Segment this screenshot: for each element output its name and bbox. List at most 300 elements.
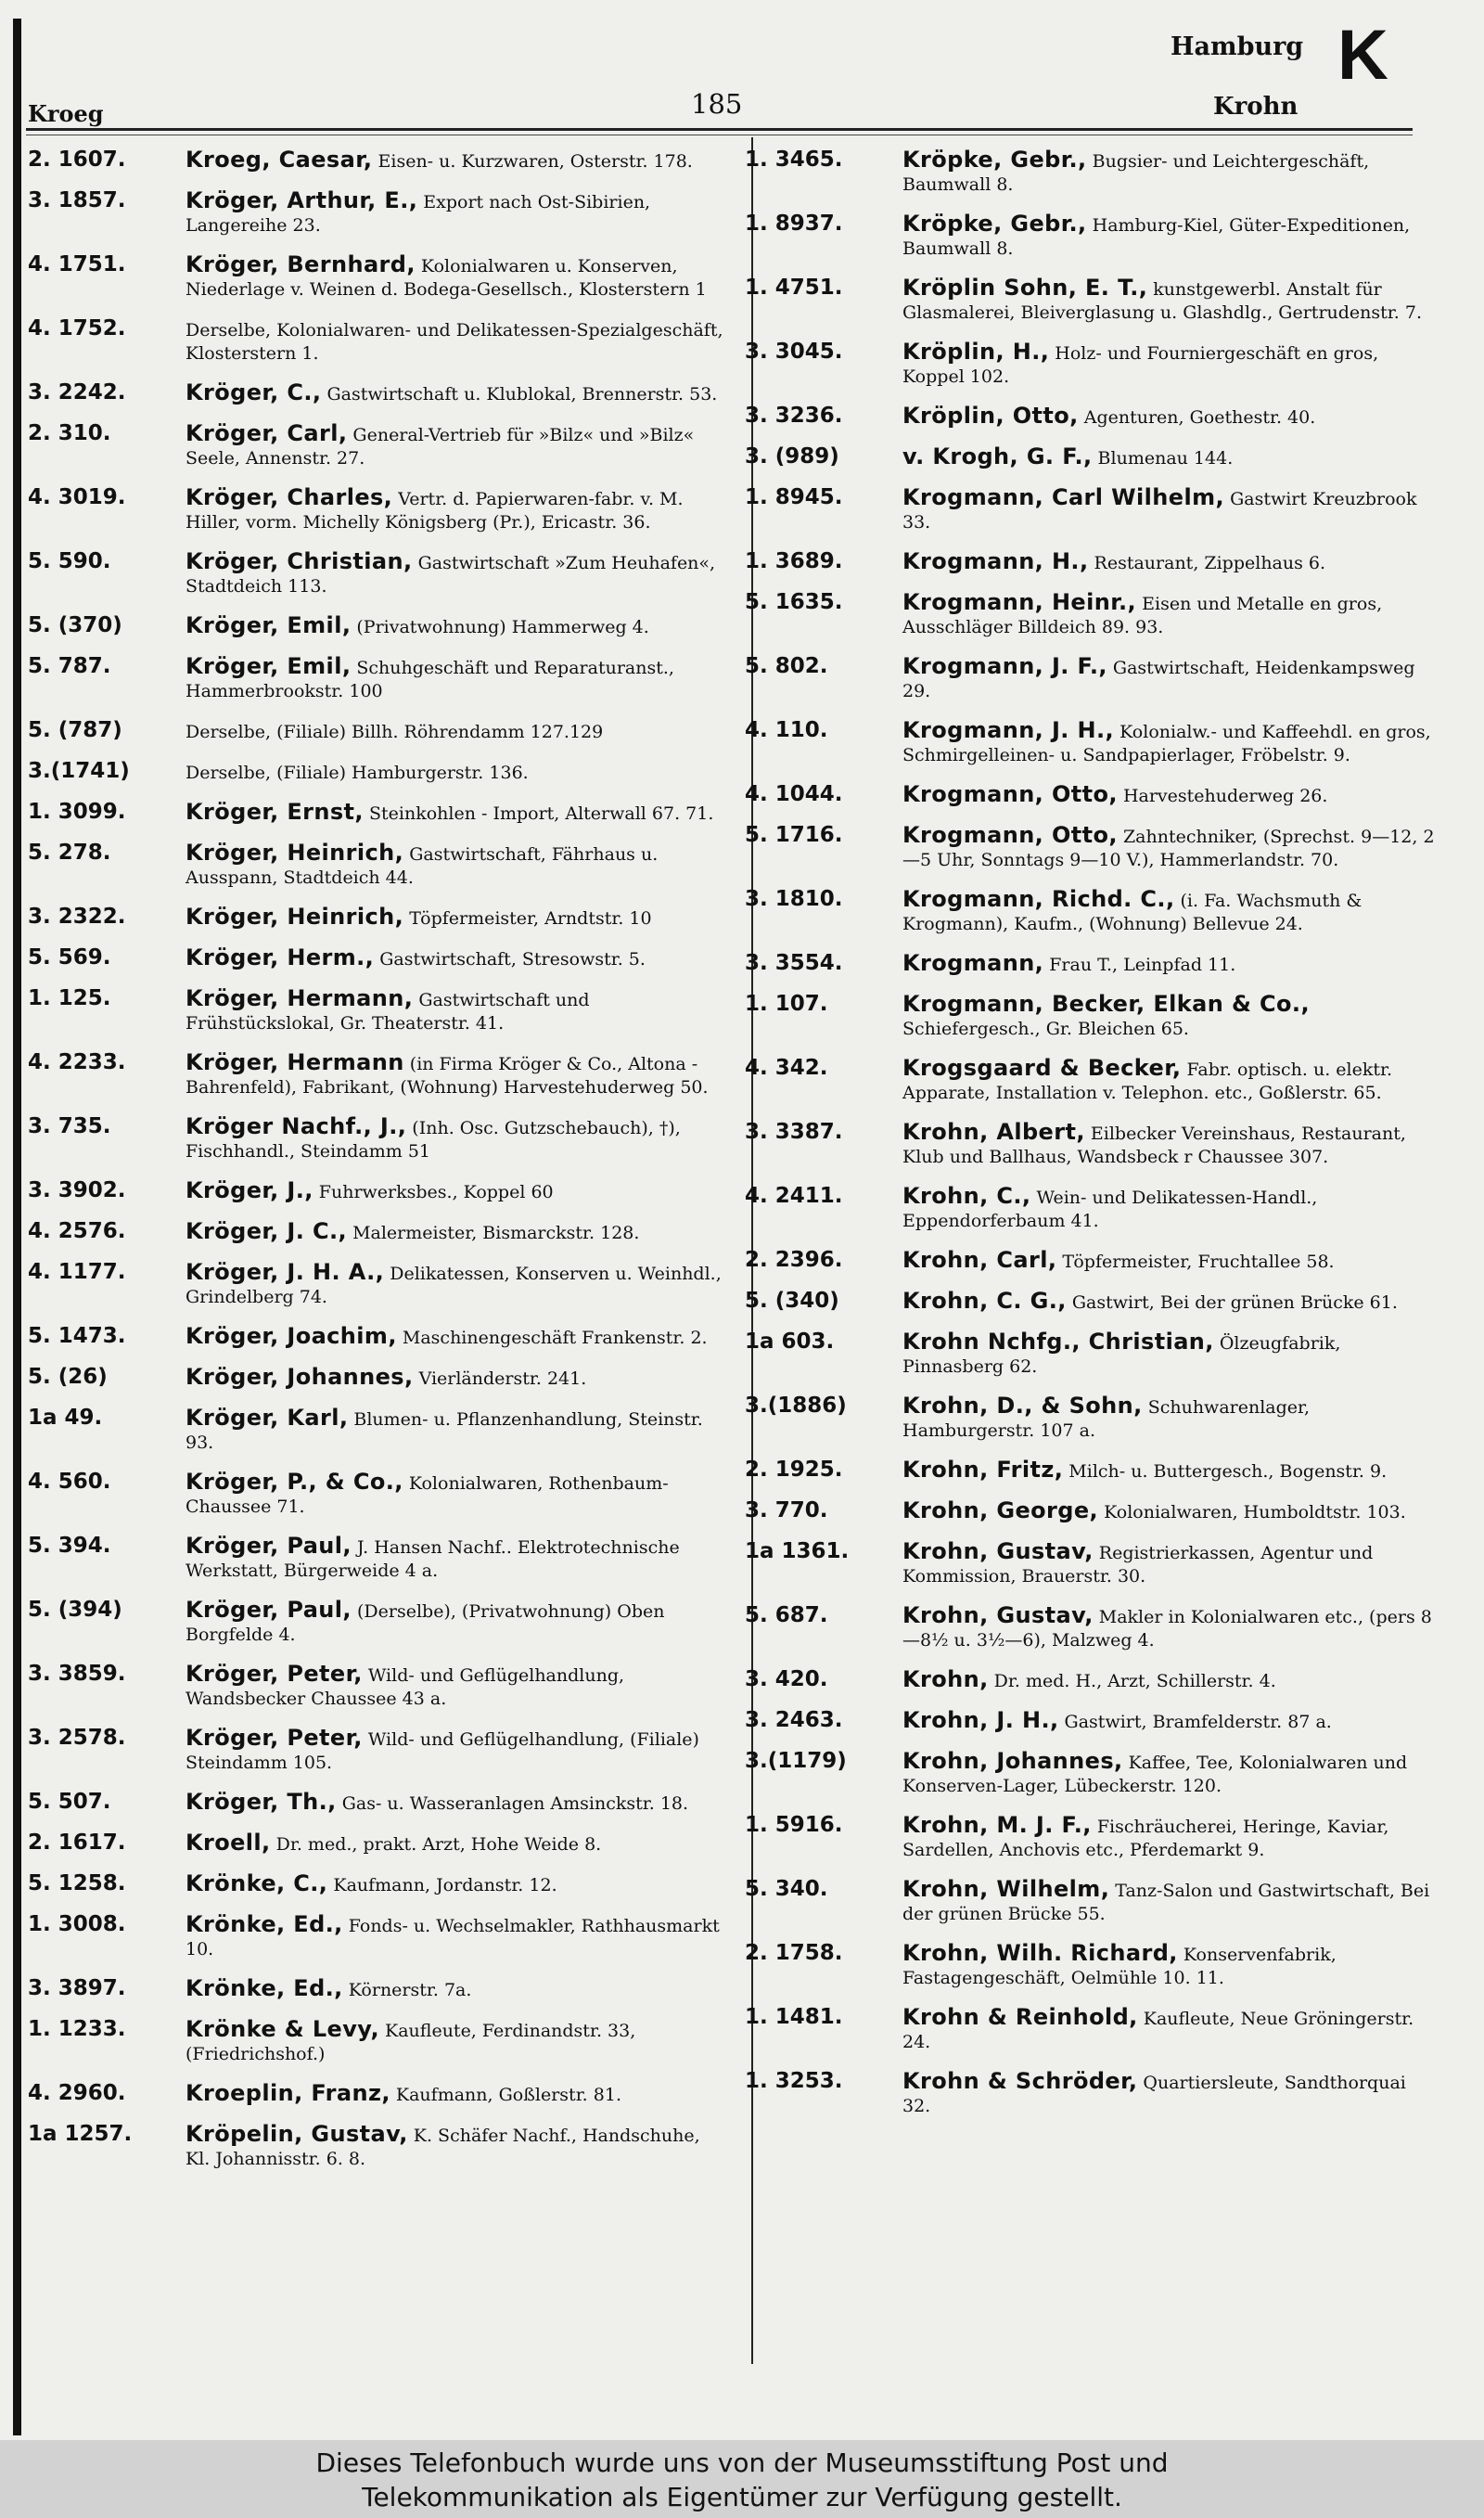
phone-number: 1. 3465. xyxy=(745,148,843,172)
subscriber-detail: Derselbe, (Filiale) Hamburgerstr. 136. xyxy=(186,763,529,783)
subscriber-detail: Gastwirt, Bei der grünen Brücke 61. xyxy=(1071,1292,1398,1313)
subscriber-detail: Milch- u. Buttergesch., Bogenstr. 9. xyxy=(1068,1461,1388,1482)
directory-entry xyxy=(28,1599,723,1647)
subscriber-name: Kröger, Paul, xyxy=(186,1533,352,1559)
subscriber-name: Kröger, Johannes, xyxy=(186,1364,414,1390)
directory-entry xyxy=(745,1709,1436,1734)
directory-entry xyxy=(745,340,1436,389)
subscriber-detail: Wild- und Geflügelhandlung, Wandsbecker Chaussee 43 a. xyxy=(186,1665,625,1709)
phone-number: 3. 3045. xyxy=(745,340,843,364)
directory-entry xyxy=(745,783,1436,808)
subscriber-name: Kröpke, Gebr., xyxy=(902,211,1087,237)
directory-entry xyxy=(28,1535,723,1583)
phone-number: 3. 2463. xyxy=(745,1708,843,1732)
phone-number: 5. 1635. xyxy=(745,590,843,614)
subscriber-detail: Blumen- u. Pflanzenhandlung, Steinstr. 93. xyxy=(186,1409,703,1453)
subscriber-name: Krogmann, H., xyxy=(902,548,1089,574)
phone-number: 1. 3689. xyxy=(745,549,843,573)
directory-entry xyxy=(745,405,1436,430)
phone-number: 3. 770. xyxy=(745,1498,828,1522)
subscriber-detail: Gastwirtschaft und Frühstückslokal, Gr. Theaterstr. 41. xyxy=(186,990,590,1034)
phone-number: 1. 107. xyxy=(745,992,828,1016)
directory-entry xyxy=(745,276,1436,325)
phone-number: 5. 569. xyxy=(28,945,111,970)
footer-line-2: Telekommunikation als Eigentümer zur Verfügung gestellt. xyxy=(362,2482,1122,2512)
subscriber-detail: Schuhgeschäft und Reparaturanst., Hammerbrookstr. 100 xyxy=(186,658,674,701)
phone-number: 3. 3897. xyxy=(28,1976,126,2000)
subscriber-detail: Kolonialwaren u. Konserven, Niederlage v. Weinen d. Bodega-Gesellsch., Klosterstern 1 xyxy=(186,256,707,300)
subscriber-name: Kröger, Peter, xyxy=(186,1725,363,1751)
directory-entry xyxy=(745,591,1436,639)
subscriber-name: Kroeg, Caesar, xyxy=(186,147,373,173)
directory-entry xyxy=(745,1668,1436,1693)
phone-number: 3. 420. xyxy=(745,1667,828,1691)
subscriber-name: Kröger, C., xyxy=(186,379,322,405)
subscriber-detail: Quartiersleute, Sandthorquai 32. xyxy=(902,2073,1406,2116)
phone-number: 3. 3236. xyxy=(745,404,843,428)
directory-entry xyxy=(28,1179,723,1204)
subscriber-name: Krohn, D., & Sohn, xyxy=(902,1393,1143,1419)
subscriber-name: Kröger, Emil, xyxy=(186,653,352,679)
subscriber-detail: Tanz-Salon und Gastwirtschaft, Bei der grünen Brücke 55. xyxy=(902,1881,1430,1924)
directory-entry xyxy=(745,993,1436,1041)
phone-number: 4. 3019. xyxy=(28,485,126,509)
directory-entry xyxy=(28,486,723,534)
directory-entry xyxy=(28,655,723,703)
subscriber-name: v. Krogh, G. F., xyxy=(902,443,1093,469)
directory-entry xyxy=(745,1540,1436,1588)
subscriber-detail: Kaufmann, Jordanstr. 12. xyxy=(333,1875,557,1895)
directory-entry xyxy=(745,1290,1436,1315)
phone-number: 5. 394. xyxy=(28,1534,111,1558)
subscriber-detail: Gastwirt Kreuzbrook 33. xyxy=(902,489,1417,533)
subscriber-name: Krohn, Gustav, xyxy=(902,1538,1094,1564)
running-head-right: Krohn xyxy=(1213,93,1298,121)
directory-entry xyxy=(745,888,1436,936)
phone-number: 2. 1617. xyxy=(28,1831,126,1855)
subscriber-detail: Konservenfabrik, Fastagengeschäft, Oelmühle 10. 11. xyxy=(902,1945,1337,1988)
subscriber-name: Krohn & Reinhold, xyxy=(902,2004,1138,2030)
directory-entry xyxy=(745,1750,1436,1798)
phone-number: 3. 1810. xyxy=(745,887,843,911)
subscriber-detail: Gastwirt, Bramfelderstr. 87 a. xyxy=(1064,1712,1332,1732)
directory-entry xyxy=(28,906,723,931)
header-rule xyxy=(26,128,1413,131)
subscriber-detail: Vertr. d. Papierwaren-fabr. v. M. Hiller, vorm. Michelly Königsberg (Pr.), Ericastr. 36. xyxy=(186,489,684,533)
directory-entry xyxy=(28,381,723,406)
left-column xyxy=(28,148,723,2187)
directory-entry xyxy=(28,1913,723,1961)
directory-entry xyxy=(28,1115,723,1163)
subscriber-detail: Makler in Kolonialwaren etc., (pers 8—8½ u. 3½—6), Malzweg 4. xyxy=(902,1607,1432,1651)
directory-entry xyxy=(28,1366,723,1391)
directory-entry xyxy=(745,445,1436,470)
subscriber-detail: Gastwirtschaft »Zum Heuhafen«, Stadtdeich 113. xyxy=(186,553,716,597)
subscriber-detail: Derselbe, Kolonialwaren- und Delikatessen-Spezialgeschäft, Klosterstern 1. xyxy=(186,320,723,364)
subscriber-detail: Wein- und Delikatessen-Handl., Eppendorferbaum 41. xyxy=(902,1188,1318,1231)
phone-number: 3. 2578. xyxy=(28,1726,126,1750)
subscriber-detail: Agenturen, Goethestr. 40. xyxy=(1083,407,1316,428)
directory-entry xyxy=(28,1407,723,1455)
directory-entry xyxy=(28,1831,723,1856)
phone-number: 5. (370) xyxy=(28,613,122,637)
phone-number: 1. 5916. xyxy=(745,1813,843,1837)
phone-number: 4. 1044. xyxy=(745,782,843,806)
phone-number: 3. 2242. xyxy=(28,380,126,405)
subscriber-detail: Schuhwarenlager, Hamburgerstr. 107 a. xyxy=(902,1397,1311,1441)
subscriber-name: Krohn Nchfg., Christian, xyxy=(902,1329,1214,1355)
subscriber-name: Kröger, Herm., xyxy=(186,944,375,970)
directory-entry xyxy=(745,1458,1436,1484)
phone-number: 3. 3554. xyxy=(745,951,843,975)
directory-entry xyxy=(28,1727,723,1775)
running-head-left: Kroeg xyxy=(28,100,104,127)
phone-number: 1a 1361. xyxy=(745,1539,850,1563)
directory-entry xyxy=(28,1663,723,1711)
subscriber-detail: Holz- und Fourniergeschäft en gros, Koppel 102. xyxy=(902,343,1379,387)
subscriber-name: Krönke, Ed., xyxy=(186,1911,343,1937)
subscriber-name: Kröger, J., xyxy=(186,1177,313,1203)
subscriber-name: Kröger, Carl, xyxy=(186,420,348,446)
directory-entry xyxy=(28,760,723,785)
directory-entry xyxy=(745,486,1436,534)
phone-number: 1a 49. xyxy=(28,1406,103,1430)
subscriber-detail: Kaffee, Tee, Kolonialwaren und Konserven-Lager, Lübeckerstr. 120. xyxy=(902,1753,1408,1796)
phone-number: 2. 1758. xyxy=(745,1941,843,1965)
subscriber-name: Krohn, George, xyxy=(902,1497,1099,1523)
subscriber-name: Krohn, C., xyxy=(902,1183,1031,1209)
subscriber-detail: (in Firma Kröger & Co., Altona - Bahrenfeld), Fabrikant, (Wohnung) Harvestehuderweg 50. xyxy=(186,1054,709,1098)
subscriber-detail: Zahntechniker, (Sprechst. 9—12, 2—5 Uhr, Sonntags 9—10 V.), Hammerlandstr. 70. xyxy=(902,827,1435,870)
subscriber-detail: Malermeister, Bismarckstr. 128. xyxy=(352,1223,640,1243)
phone-number: 3. 3902. xyxy=(28,1178,126,1202)
phone-number: 4. 2960. xyxy=(28,2081,126,2105)
phone-number: 4. 560. xyxy=(28,1470,111,1494)
subscriber-detail: Eisen und Metalle en gros, Ausschläger Billdeich 89. 93. xyxy=(902,594,1383,637)
phone-number: 1a 1257. xyxy=(28,2122,133,2146)
subscriber-name: Kröger, Paul, xyxy=(186,1597,352,1623)
subscriber-detail: Gastwirtschaft, Heidenkampsweg 29. xyxy=(902,658,1415,701)
directory-entry xyxy=(745,1499,1436,1524)
subscriber-detail: Blumenau 144. xyxy=(1097,448,1234,469)
directory-entry xyxy=(745,1942,1436,1990)
subscriber-name: Kröger, Ernst, xyxy=(186,799,364,825)
subscriber-detail: Kaufmann, Goßlerstr. 81. xyxy=(395,2085,621,2105)
subscriber-detail: Kolonialw.- und Kaffeehdl. en gros, Schmirgelleinen- u. Sandpapierlager, Fröbelstr. 9. xyxy=(902,722,1431,765)
phone-number: 5. (26) xyxy=(28,1365,108,1389)
phone-number: 5. 1716. xyxy=(745,823,843,847)
directory-entry xyxy=(28,1051,723,1099)
subscriber-name: Krönke, Ed., xyxy=(186,1975,343,2001)
phone-number: 3. 3859. xyxy=(28,1662,126,1686)
phone-number: 1a 603. xyxy=(745,1330,835,1354)
directory-entry xyxy=(28,1471,723,1519)
directory-entry xyxy=(745,148,1436,197)
subscriber-name: Krohn, Albert, xyxy=(902,1119,1085,1145)
subscriber-name: Kröger, J. C., xyxy=(186,1218,348,1244)
subscriber-name: Krogmann, Otto, xyxy=(902,781,1118,807)
subscriber-name: Kröger, Christian, xyxy=(186,548,413,574)
directory-entry xyxy=(745,1604,1436,1652)
phone-number: 3. 735. xyxy=(28,1114,111,1138)
subscriber-name: Krogsgaard & Becker, xyxy=(902,1055,1182,1081)
subscriber-detail: Gastwirtschaft u. Klublokal, Brennerstr. 53. xyxy=(326,384,718,405)
subscriber-detail: Restaurant, Zippelhaus 6. xyxy=(1094,553,1326,573)
subscriber-name: Kröger, P., & Co., xyxy=(186,1469,403,1495)
phone-number: 3. 2322. xyxy=(28,905,126,929)
phone-number: 5. 687. xyxy=(745,1603,828,1627)
subscriber-name: Kröger, Emil, xyxy=(186,612,352,638)
subscriber-name: Kröplin, H., xyxy=(902,339,1050,365)
page-number: 185 xyxy=(691,88,743,120)
phone-number: 1. 1481. xyxy=(745,2005,843,2029)
subscriber-name: Krohn, C. G., xyxy=(902,1288,1067,1314)
subscriber-detail: Eisen- u. Kurzwaren, Osterstr. 178. xyxy=(377,151,693,172)
directory-entry xyxy=(28,614,723,639)
subscriber-detail: Kolonialwaren, Rothenbaum-Chaussee 71. xyxy=(186,1473,669,1517)
subscriber-name: Krogmann, Richd. C., xyxy=(902,886,1175,912)
page-edge-bar xyxy=(13,19,21,2435)
subscriber-detail: kunstgewerbl. Anstalt für Glasmalerei, Bleiverglasung u. Glashdlg., Gertrudenstr. 7. xyxy=(902,279,1422,323)
phone-number: 4. 1177. xyxy=(28,1260,126,1284)
directory-entry xyxy=(745,1249,1436,1274)
subscriber-detail: (Inh. Osc. Gutzschebauch), †), Fischhandl., Steindamm 51 xyxy=(186,1118,681,1162)
subscriber-detail: Steinkohlen - Import, Alterwall 67. 71. xyxy=(369,803,714,824)
subscriber-name: Krohn, M. J. F., xyxy=(902,1812,1092,1838)
subscriber-detail: Registrierkassen, Agentur und Kommission, Brauerstr. 30. xyxy=(902,1543,1374,1587)
subscriber-name: Krohn, Wilhelm, xyxy=(902,1876,1110,1902)
subscriber-name: Krogmann, Becker, Elkan & Co., xyxy=(902,991,1310,1017)
phone-number: 3.(1741) xyxy=(28,759,130,783)
phone-number: 5. 802. xyxy=(745,654,828,678)
directory-entry xyxy=(745,1185,1436,1233)
directory-entry xyxy=(28,253,723,302)
subscriber-name: Krohn, xyxy=(902,1666,989,1692)
directory-entry xyxy=(28,1325,723,1350)
directory-entry xyxy=(28,987,723,1035)
subscriber-detail: Fonds- u. Wechselmakler, Rathhausmarkt 10. xyxy=(186,1916,720,1959)
subscriber-name: Kröger Nachf., J., xyxy=(186,1113,407,1139)
directory-entry xyxy=(745,1814,1436,1862)
subscriber-name: Kröger, Heinrich, xyxy=(186,840,404,866)
subscriber-detail: Vierländerstr. 241. xyxy=(418,1368,587,1389)
directory-entry xyxy=(745,1394,1436,1443)
footer-notice xyxy=(0,2440,1484,2518)
phone-number: 3. 3387. xyxy=(745,1120,843,1144)
subscriber-name: Kröger, Hermann xyxy=(186,1049,404,1075)
subscriber-name: Kröger, Bernhard, xyxy=(186,251,416,277)
phone-number: 5. (787) xyxy=(28,718,122,742)
phone-number: 3. 1857. xyxy=(28,188,126,212)
directory-entry xyxy=(28,2018,723,2066)
directory-entry xyxy=(28,1791,723,1816)
phone-number: 1. 4751. xyxy=(745,276,843,300)
subscriber-name: Kröger, Arthur, E., xyxy=(186,187,418,213)
subscriber-name: Krogmann, J. H., xyxy=(902,717,1115,743)
subscriber-detail: Kolonialwaren, Humboldtstr. 103. xyxy=(1104,1502,1406,1522)
directory-entry xyxy=(28,148,723,173)
directory-entry xyxy=(28,1261,723,1309)
subscriber-name: Krohn, Johannes, xyxy=(902,1748,1123,1774)
subscriber-detail: Fischräucherei, Heringe, Kaviar, Sardellen, Anchovis etc., Pferdemarkt 9. xyxy=(902,1817,1389,1860)
directory-entry xyxy=(745,2006,1436,2054)
directory-entry xyxy=(745,1057,1436,1105)
section-letter: K xyxy=(1337,16,1388,95)
directory-entry xyxy=(28,1220,723,1245)
subscriber-detail: Delikatessen, Konserven u. Weinhdl., Grindelberg 74. xyxy=(186,1264,722,1307)
phone-number: 5. 787. xyxy=(28,654,111,678)
subscriber-name: Krohn, Fritz, xyxy=(902,1457,1064,1483)
subscriber-detail: Körnerstr. 7a. xyxy=(348,1980,472,2000)
subscriber-name: Krogmann, Heinr., xyxy=(902,589,1137,615)
subscriber-name: Krogmann, xyxy=(902,950,1044,976)
subscriber-name: Kröger, Karl, xyxy=(186,1405,349,1431)
subscriber-name: Kröger, Peter, xyxy=(186,1661,363,1687)
phone-number: 1. 125. xyxy=(28,986,111,1010)
directory-entry xyxy=(745,1330,1436,1379)
directory-entry xyxy=(28,550,723,598)
subscriber-name: Kröger, Heinrich, xyxy=(186,904,404,930)
directory-entry xyxy=(28,2123,723,2171)
directory-entry xyxy=(28,317,723,366)
phone-number: 2. 310. xyxy=(28,421,111,445)
subscriber-detail: Maschinengeschäft Frankenstr. 2. xyxy=(402,1328,708,1348)
subscriber-detail: General-Vertrieb für »Bilz« und »Bilz« Seele, Annenstr. 27. xyxy=(186,425,695,469)
subscriber-detail: Export nach Ost-Sibirien, Langereihe 23. xyxy=(186,192,651,236)
subscriber-detail: (Privatwohnung) Hammerweg 4. xyxy=(356,617,649,637)
phone-number: 5. 278. xyxy=(28,841,111,865)
directory-entry xyxy=(28,841,723,890)
phone-number: 4. 1751. xyxy=(28,252,126,276)
directory-entry xyxy=(28,1977,723,2002)
right-column xyxy=(745,148,1436,2134)
subscriber-detail: Kaufleute, Ferdinandstr. 33, (Friedrichshof.) xyxy=(186,2021,636,2064)
directory-entry xyxy=(745,719,1436,767)
phone-number: 5. (394) xyxy=(28,1598,122,1622)
subscriber-name: Krogmann, Carl Wilhelm, xyxy=(902,484,1225,510)
subscriber-name: Kröger, Th., xyxy=(186,1789,337,1815)
subscriber-detail: Ölzeugfabrik, Pinnasberg 62. xyxy=(902,1333,1341,1377)
phone-number: 4. 2576. xyxy=(28,1219,126,1243)
subscriber-detail: K. Schäfer Nachf., Handschuhe, Kl. Johannisstr. 6. 8. xyxy=(186,2126,700,2169)
directory-entry xyxy=(28,719,723,744)
subscriber-detail: Schiefergesch., Gr. Bleichen 65. xyxy=(902,1019,1189,1039)
phone-number: 4. 2411. xyxy=(745,1184,843,1208)
subscriber-name: Krönke & Levy, xyxy=(186,2016,379,2042)
subscriber-detail: Gas- u. Wasseranlagen Amsinckstr. 18. xyxy=(341,1793,689,1814)
phone-number: 4. 1752. xyxy=(28,316,126,340)
phone-number: 5. 1258. xyxy=(28,1871,126,1895)
phone-number: 3. (989) xyxy=(745,444,839,469)
phone-number: 5. (340) xyxy=(745,1289,839,1313)
phone-number: 1. 1233. xyxy=(28,2017,126,2041)
phone-number: 5. 1473. xyxy=(28,1324,126,1348)
subscriber-detail: Eilbecker Vereinshaus, Restaurant, Klub und Ballhaus, Wandsbeck r Chaussee 307. xyxy=(902,1124,1406,1167)
phone-number: 4. 110. xyxy=(745,718,828,742)
phone-number: 4. 2233. xyxy=(28,1050,126,1074)
subscriber-detail: Dr. med., prakt. Arzt, Hohe Weide 8. xyxy=(275,1834,602,1855)
subscriber-detail: Töpfermeister, Fruchtallee 58. xyxy=(1062,1252,1335,1272)
phone-number: 2. 1607. xyxy=(28,148,126,172)
subscriber-name: Krohn, Gustav, xyxy=(902,1602,1094,1628)
subscriber-name: Krohn, J. H., xyxy=(902,1707,1059,1733)
subscriber-detail: Wild- und Geflügelhandlung, (Filiale) Steindamm 105. xyxy=(186,1729,699,1773)
subscriber-detail: Bugsier- und Leichtergeschäft, Baumwall 8. xyxy=(902,151,1370,195)
subscriber-detail: Gastwirtschaft, Stresowstr. 5. xyxy=(379,949,646,970)
subscriber-detail: Frau T., Leinpfad 11. xyxy=(1049,955,1236,975)
subscriber-name: Krohn, Wilh. Richard, xyxy=(902,1940,1178,1966)
phone-number: 1. 3253. xyxy=(745,2069,843,2093)
subscriber-detail: Hamburg-Kiel, Güter-Expeditionen, Baumwall 8. xyxy=(902,215,1411,259)
subscriber-detail: Fuhrwerksbes., Koppel 60 xyxy=(318,1182,554,1202)
phone-number: 1. 3099. xyxy=(28,800,126,824)
phone-number: 1. 8945. xyxy=(745,485,843,509)
subscriber-detail: Dr. med. H., Arzt, Schillerstr. 4. xyxy=(993,1671,1276,1691)
subscriber-name: Kroeplin, Franz, xyxy=(186,2080,390,2106)
phone-number: 5. 590. xyxy=(28,549,111,573)
directory-entry xyxy=(745,2070,1436,2118)
subscriber-name: Kröplin, Otto, xyxy=(902,403,1079,429)
subscriber-detail: Fabr. optisch. u. elektr. Apparate, Installation v. Telephon. etc., Goßlerstr. 65. xyxy=(902,1060,1393,1103)
subscriber-name: Krohn, Carl, xyxy=(902,1247,1057,1273)
directory-entry xyxy=(745,212,1436,261)
subscriber-detail: Harvestehuderweg 26. xyxy=(1122,786,1328,806)
directory-entry xyxy=(28,1872,723,1897)
subscriber-detail: (Derselbe), (Privatwohnung) Oben Borgfelde 4. xyxy=(186,1601,665,1645)
directory-entry xyxy=(28,422,723,470)
subscriber-name: Kröger, J. H. A., xyxy=(186,1259,385,1285)
directory-entry xyxy=(745,1878,1436,1926)
subscriber-name: Kröger, Joachim, xyxy=(186,1323,397,1349)
directory-entry xyxy=(745,1121,1436,1169)
phone-number: 4. 342. xyxy=(745,1056,828,1080)
running-head-city: Hamburg xyxy=(1171,32,1304,61)
subscriber-detail: Gastwirtschaft, Fährhaus u. Ausspann, Stadtdeich 44. xyxy=(186,844,659,888)
phone-number: 2. 1925. xyxy=(745,1458,843,1482)
directory-entry xyxy=(28,946,723,971)
directory-entry xyxy=(745,824,1436,872)
subscriber-detail: (i. Fa. Wachsmuth & Krogmann), Kaufm., (Wohnung) Bellevue 24. xyxy=(902,891,1362,934)
subscriber-detail: Derselbe, (Filiale) Billh. Röhrendamm 127.129 xyxy=(186,722,604,742)
subscriber-detail: J. Hansen Nachf.. Elektrotechnische Werkstatt, Bürgerweide 4 a. xyxy=(186,1537,680,1581)
subscriber-name: Kröpke, Gebr., xyxy=(902,147,1087,173)
phone-number: 1. 8937. xyxy=(745,212,843,236)
subscriber-name: Kröplin Sohn, E. T., xyxy=(902,275,1148,301)
phone-number: 3.(1886) xyxy=(745,1394,847,1418)
subscriber-name: Krönke, C., xyxy=(186,1870,328,1896)
directory-entry xyxy=(28,2082,723,2107)
phone-number: 5. 507. xyxy=(28,1790,111,1814)
phone-number: 3.(1179) xyxy=(745,1749,847,1773)
subscriber-name: Kröger, Charles, xyxy=(186,484,393,510)
directory-entry xyxy=(745,952,1436,977)
subscriber-name: Kröpelin, Gustav, xyxy=(186,2121,408,2147)
subscriber-name: Kröger, Hermann, xyxy=(186,985,414,1011)
directory-entry xyxy=(745,655,1436,703)
subscriber-name: Kroell, xyxy=(186,1830,271,1856)
directory-entry xyxy=(28,801,723,826)
subscriber-detail: Töpfermeister, Arndtstr. 10 xyxy=(409,908,652,929)
directory-entry xyxy=(745,550,1436,575)
subscriber-name: Krohn & Schröder, xyxy=(902,2068,1138,2094)
subscriber-name: Krogmann, J. F., xyxy=(902,653,1107,679)
subscriber-detail: Kaufleute, Neue Gröningerstr. 24. xyxy=(902,2009,1414,2052)
phone-number: 1. 3008. xyxy=(28,1912,126,1936)
phone-number: 2. 2396. xyxy=(745,1248,843,1272)
directory-entry xyxy=(28,189,723,238)
footer-line-1: Dieses Telefonbuch wurde uns von der Museumsstiftung Post und xyxy=(315,2447,1169,2478)
subscriber-name: Krogmann, Otto, xyxy=(902,822,1118,848)
